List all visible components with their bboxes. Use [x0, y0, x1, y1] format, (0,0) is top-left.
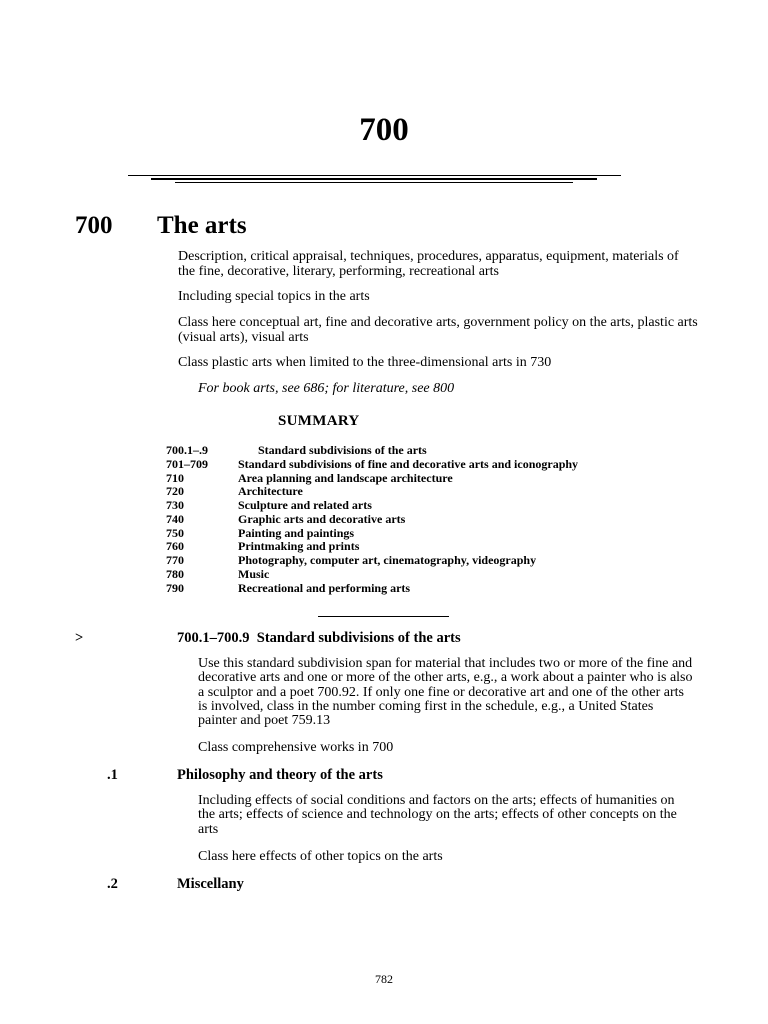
- summary-row-text: Printmaking and prints: [238, 539, 360, 553]
- summary-row-text: Music: [238, 567, 270, 581]
- summary-row-text: Graphic arts and decorative arts: [238, 512, 406, 526]
- summary-row-number: 750: [166, 526, 184, 540]
- see-reference-note: For book arts, see 686; for literature, see 800: [198, 381, 455, 396]
- span-comprehensive-note: Class comprehensive works in 700: [198, 740, 394, 755]
- entry-number: .2: [107, 876, 118, 892]
- summary-row-number: 701–709: [166, 457, 208, 471]
- summary-row-number: 720: [166, 484, 184, 498]
- summary-row-text: Recreational and performing arts: [238, 581, 411, 595]
- entry-class-here-note: Class here effects of other topics on the arts: [198, 849, 443, 864]
- page-title: 700: [359, 112, 409, 148]
- title-rule-middle: [151, 178, 597, 180]
- summary-row-number: 740: [166, 512, 184, 526]
- span-heading: 700.1–700.9 Standard subdivisions of the arts: [177, 630, 461, 646]
- summary-row-number: 710: [166, 471, 184, 485]
- span-usage-note: Use this standard subdivision span for material that includes two or more of the fine and decorative arts and one or more of the other arts, e.g., a work about a painter who is also a sculptor and a poet 700.92. If only one fine or decorative art and one of the other arts is involved, class in the number coming first in the schedule, e.g., a United States painter and poet 759.13: [198, 656, 693, 729]
- summary-row-number: 700.1–.9: [166, 443, 208, 457]
- heading-title: The arts: [157, 212, 247, 239]
- title-rule-bottom: [175, 182, 573, 183]
- summary-row-text: Photography, computer art, cinematography, videography: [238, 553, 537, 567]
- summary-row-text: Sculpture and related arts: [238, 498, 372, 512]
- entry-number: .1: [107, 767, 118, 783]
- span-marker: >: [75, 630, 84, 646]
- page-number: 782: [375, 972, 393, 986]
- summary-row-text: Area planning and landscape architecture: [238, 471, 453, 485]
- entry-including-note: Including effects of social conditions and factors on the arts; effects of humanities on the arts; effects of science and technology on the arts; effects of other concepts on the arts: [198, 793, 677, 837]
- title-rule-top: [128, 175, 621, 176]
- heading-number: 700: [75, 212, 113, 239]
- entry-title: Miscellany: [177, 876, 244, 892]
- intro-class-plastic-note: Class plastic arts when limited to the three-dimensional arts in 730: [178, 355, 552, 370]
- summary-row-text: Painting and paintings: [238, 526, 355, 540]
- summary-end-rule: [318, 616, 449, 617]
- summary-row-number: 730: [166, 498, 184, 512]
- summary-heading: SUMMARY: [278, 413, 360, 429]
- summary-row-text: Standard subdivisions of fine and decorative arts and iconography: [238, 457, 579, 471]
- intro-including-note: Including special topics in the arts: [178, 289, 370, 304]
- summary-row-text: Standard subdivisions of the arts: [258, 443, 427, 457]
- summary-row-number: 790: [166, 581, 184, 595]
- summary-row-text: Architecture: [238, 484, 303, 498]
- intro-class-here-note: Class here conceptual art, fine and decorative arts, government policy on the arts, plastic arts (visual arts), visual arts: [178, 315, 698, 345]
- intro-description: Description, critical appraisal, techniques, procedures, apparatus, equipment, materials of the fine, decorative, literary, performing, recreational arts: [178, 249, 679, 279]
- summary-row-number: 780: [166, 567, 184, 581]
- entry-title: Philosophy and theory of the arts: [177, 767, 383, 783]
- summary-row-number: 770: [166, 553, 184, 567]
- summary-row-number: 760: [166, 539, 184, 553]
